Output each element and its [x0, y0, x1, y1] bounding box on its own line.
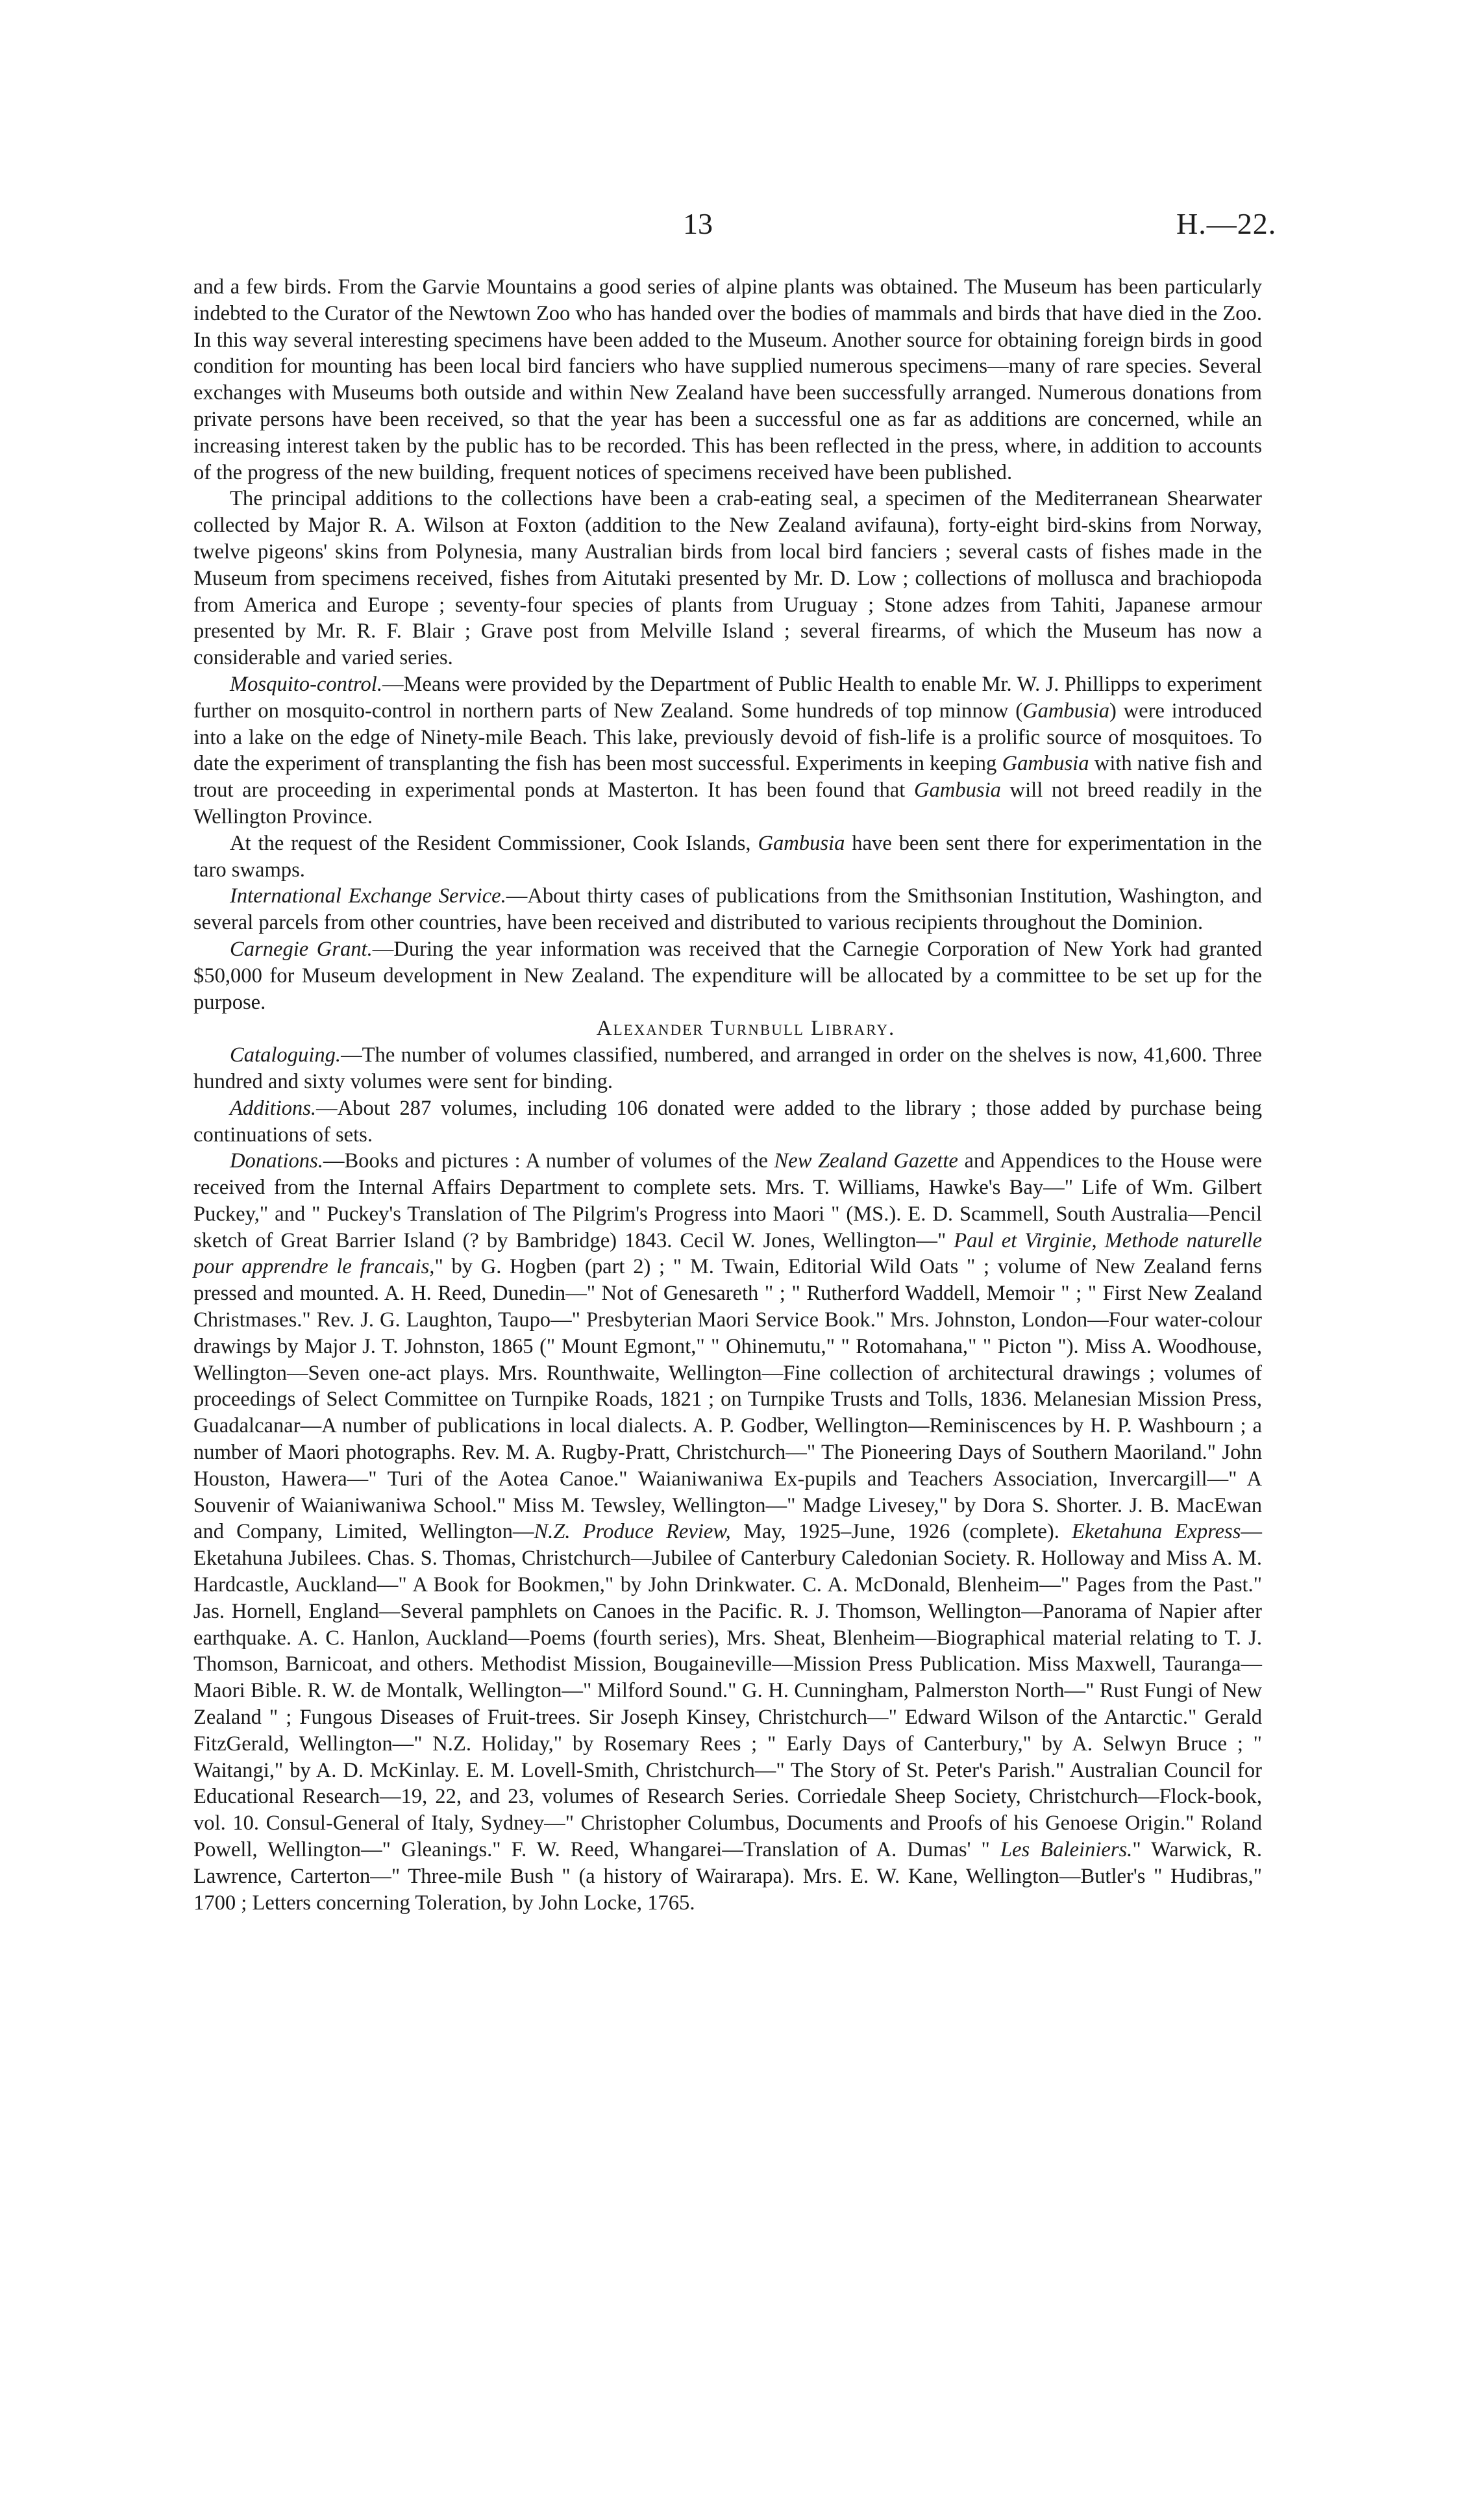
donations-text-4: May, 1925–June, 1926 (complete).: [730, 1520, 1072, 1544]
mosquito-text-2: ) were introduced into a lake on the edge of Ninety-mile Beach. This lake, previously devoid of fish-life is a prolific source of mosquitoes. To date the experiment of transplanting the fish has been most successful. Experiments in keeping: [193, 699, 1262, 776]
cataloguing-text: —The number of volumes classified, numbered, and arranged in order on the shelves is now, 41,600. Three hundred and sixty volumes were sent for binding.: [193, 1043, 1262, 1093]
gambusia-term: Gambusia: [1002, 752, 1089, 776]
paragraph-international-exchange: [193, 883, 1262, 936]
italic-title: Paul et Virginie, Methode naturelle pour apprendre le francais,: [193, 1228, 1262, 1279]
report-code: H.—22.: [1176, 207, 1277, 240]
italic-title: New Zealand Gazette: [774, 1149, 958, 1173]
cook-text-1: At the request of the Resident Commissioner, Cook Islands,: [230, 831, 758, 855]
mosquito-text-3: with native fish and trout are proceeding in experimental ponds at Masterton. It has been found that: [193, 752, 1262, 802]
mosquito-text-4: will not breed readily in the Wellington Province.: [193, 778, 1262, 828]
cataloguing-heading: Cataloguing.: [230, 1043, 341, 1067]
cook-text-2: have been sent there for experimentation in the taro swamps.: [193, 831, 1262, 882]
additions-text: —About 287 volumes, including 106 donated were added to the library ; those added by purchase being continuations of sets.: [193, 1096, 1262, 1147]
gambusia-term: Gambusia: [1022, 699, 1110, 723]
page-header: [0, 206, 1484, 252]
page-number: 13: [683, 207, 713, 240]
paragraph-carnegie-grant: [193, 936, 1262, 1015]
italic-title: N.Z. Produce Review,: [534, 1520, 731, 1544]
paragraph-mosquito-control: [193, 671, 1262, 830]
italic-title: Les Baleiniers.: [1000, 1838, 1133, 1862]
donations-text-6: " Warwick, R. Lawrence, Carterton—" Three-mile Bush " (a history of Wairarapa). Mrs. E. W. Kane, Wellington—Butler's " Hudibras," 1700 ; Letters concerning Toleration, by John Locke, 1765.: [193, 1838, 1262, 1915]
italic-title: Eketahuna Express: [1072, 1520, 1241, 1544]
paragraph-library-additions: [193, 1095, 1262, 1149]
gambusia-term: Gambusia: [758, 831, 845, 855]
carnegie-text: —During the year information was received that the Carnegie Corporation of New York had granted $50,000 for Museum development in New Zealand. The expenditure will be allocated by a committee to be set up for the purpose.: [193, 937, 1263, 1014]
additions-heading: Additions.: [230, 1096, 317, 1120]
carnegie-heading: Carnegie Grant.: [230, 937, 373, 961]
donations-text-2: and Appendices to the House were received from the Internal Affairs Department to complete sets. Mrs. T. Williams, Hawke's Bay—" Life of Wm. Gilbert Puckey," and " Puckey's Translation of The Pilgrim's Progress into Maori " (MS.). E. D. Scammell, South Australia—Pencil sketch of Great Barrier Island (? by Bambridge) 1843. Cecil W. Jones, Wellington—": [193, 1149, 1263, 1252]
donations-text-1: —Books and pictures : A number of volumes of the: [323, 1149, 774, 1173]
exchange-text: —About thirty cases of publications from the Smithsonian Institution, Washington, and several parcels from other countries, have been received and distributed to various recipients throughout the Dominion.: [193, 884, 1262, 935]
paragraph-cataloguing: [193, 1042, 1262, 1095]
paragraph-museum-continuation: and a few birds. From the Garvie Mountains a good series of alpine plants was obtained. The Museum has been particularly indebted to the Curator of the Newtown Zoo who has handed over the bodies of mammals and birds that have died in the Zoo. In this way several interesting specimens have been added to the Museum. Another source for obtaining foreign birds in good condition for mounting has been local bird fanciers who have supplied numerous specimens—many of rare species. Several exchanges with Museums both outside and within New Zealand have been successfully arranged. Numerous donations from private persons have been received, so that the year has been a successful one as far as additions are concerned, while an increasing interest taken by the public has to be recorded. This has been reflected in the press, where, in addition to accounts of the progress of the new building, frequent notices of specimens received have been published.: [193, 275, 1262, 484]
paragraph-principal-additions: The principal additions to the collections have been a crab-eating seal, a specimen of the Mediterranean Shearwater collected by Major R. A. Wilson at Foxton (addition to the New Zealand avifauna), forty-eight bird-skins from Norway, twelve pigeons' skins from Polynesia, many Australian birds from local bird fanciers ; several casts of fishes made in the Museum from specimens received, fishes from Aitutaki presented by Mr. D. Low ; collections of mollusca and brachiopoda from America and Europe ; seventy-four species of plants from Uruguay ; Stone adzes from Tahiti, Japanese armour presented by Mr. R. F. Blair ; Grave post from Melville Island ; several firearms, of which the Museum has now a considerable and varied series.: [193, 487, 1262, 670]
gambusia-term: Gambusia: [913, 778, 1001, 802]
section-title-library: Alexander Turnbull Library.: [596, 1017, 896, 1041]
mosquito-control-heading: Mosquito-control.: [230, 672, 382, 696]
donations-text-5: —Eketahuna Jubilees. Chas. S. Thomas, Christchurch—Jubilee of Canterbury Caledonian Society. R. Holloway and Miss A. M. Hardcastle, Auckland—" A Book for Bookmen," by John Drinkwater. C. A. McDonald, Blenheim—" Pages from the Past." Jas. Hornell, England—Several pamphlets on Canoes in the Pacific. R. J. Thomson, Wellington—Panorama of Napier after earthquake. A. C. Hanlon, Auckland—Poems (fourth series), Mrs. Sheat, Blenheim—Biographical material relating to T. J. Thomson, Barnicoat, and others. Methodist Mission, Bougaineville—Mission Press Publication. Miss Maxwell, Tauranga—Maori Bible. R. W. de Montalk, Wellington—" Milford Sound." G. H. Cunningham, Palmerston North—" Rust Fungi of New Zealand " ; Fungous Diseases of Fruit-trees. Sir Joseph Kinsey, Christchurch—" Edward Wilson of the Antarctic." Gerald FitzGerald, Wellington—" N.Z. Holiday," by Rosemary Rees ; " Early Days of Canterbury," by A. Selwyn Bruce ; " Waitangi," by A. D. McKinlay. E. M. Lovell-Smith, Christchurch—" The Story of St. Peter's Parish." Australian Council for Educational Research—19, 22, and 23, volumes of Research Series. Corriedale Sheep Society, Christchurch—Flock-book, vol. 10. Consul-General of Italy, Sydney—" Christopher Columbus, Documents and Proofs of his Genoese Origin." Roland Powell, Wellington—" Gleanings." F. W. Reed, Whangarei—Translation of A. Dumas' ": [193, 1520, 1262, 1862]
exchange-heading: International Exchange Service.: [230, 884, 506, 908]
donations-heading: Donations.: [230, 1149, 323, 1173]
paragraph-donations: [193, 1148, 1262, 1916]
paragraph-cook-islands: [193, 830, 1262, 884]
donations-text-3: " by G. Hogben (part 2) ; " M. Twain, Editorial Wild Oats " ; volume of New Zealand ferns pressed and mounted. A. H. Reed, Dunedin—" Not of Genesareth " ; " Rutherford Waddell, Memoir " ; " First New Zealand Christmases." Rev. J. G. Laughton, Taupo—" Presbyterian Maori Service Book." Mrs. Johnston, London—Four water-colour drawings by Major J. T. Johnston, 1865 (" Mount Egmont," " Ohinemutu," " Rotomahana," " Picton "). Miss A. Woodhouse, Wellington—Seven one-act plays. Mrs. Rounthwaite, Wellington—Fine collection of architectural drawings ; volumes of proceedings of Select Committee on Turnpike Roads, 1821 ; on Turnpike Trusts and Tolls, 1836. Melanesian Mission Press, Guadalcanar—A number of publications in local dialects. A. P. Godber, Wellington—Reminiscences by H. P. Washbourn ; a number of Maori photographs. Rev. M. A. Rugby-Pratt, Christchurch—" The Pioneering Days of Southern Maoriland." John Houston, Hawera—" Turi of the Aotea Canoe." Waianiwaniwa Ex-pupils and Teachers Association, Invercargill—" A Souvenir of Waianiwaniwa School." Miss M. Tewsley, Wellington—" Madge Livesey," by Dora S. Shorter. J. B. MacEwan and Company, Limited, Wellington—: [193, 1255, 1262, 1544]
body-text: [193, 274, 1262, 1916]
mosquito-text-1: —Means were provided by the Department of Public Health to enable Mr. W. J. Phillipps to experiment further on mosquito-control in northern parts of New Zealand. Some hundreds of top minnow (: [193, 672, 1262, 723]
